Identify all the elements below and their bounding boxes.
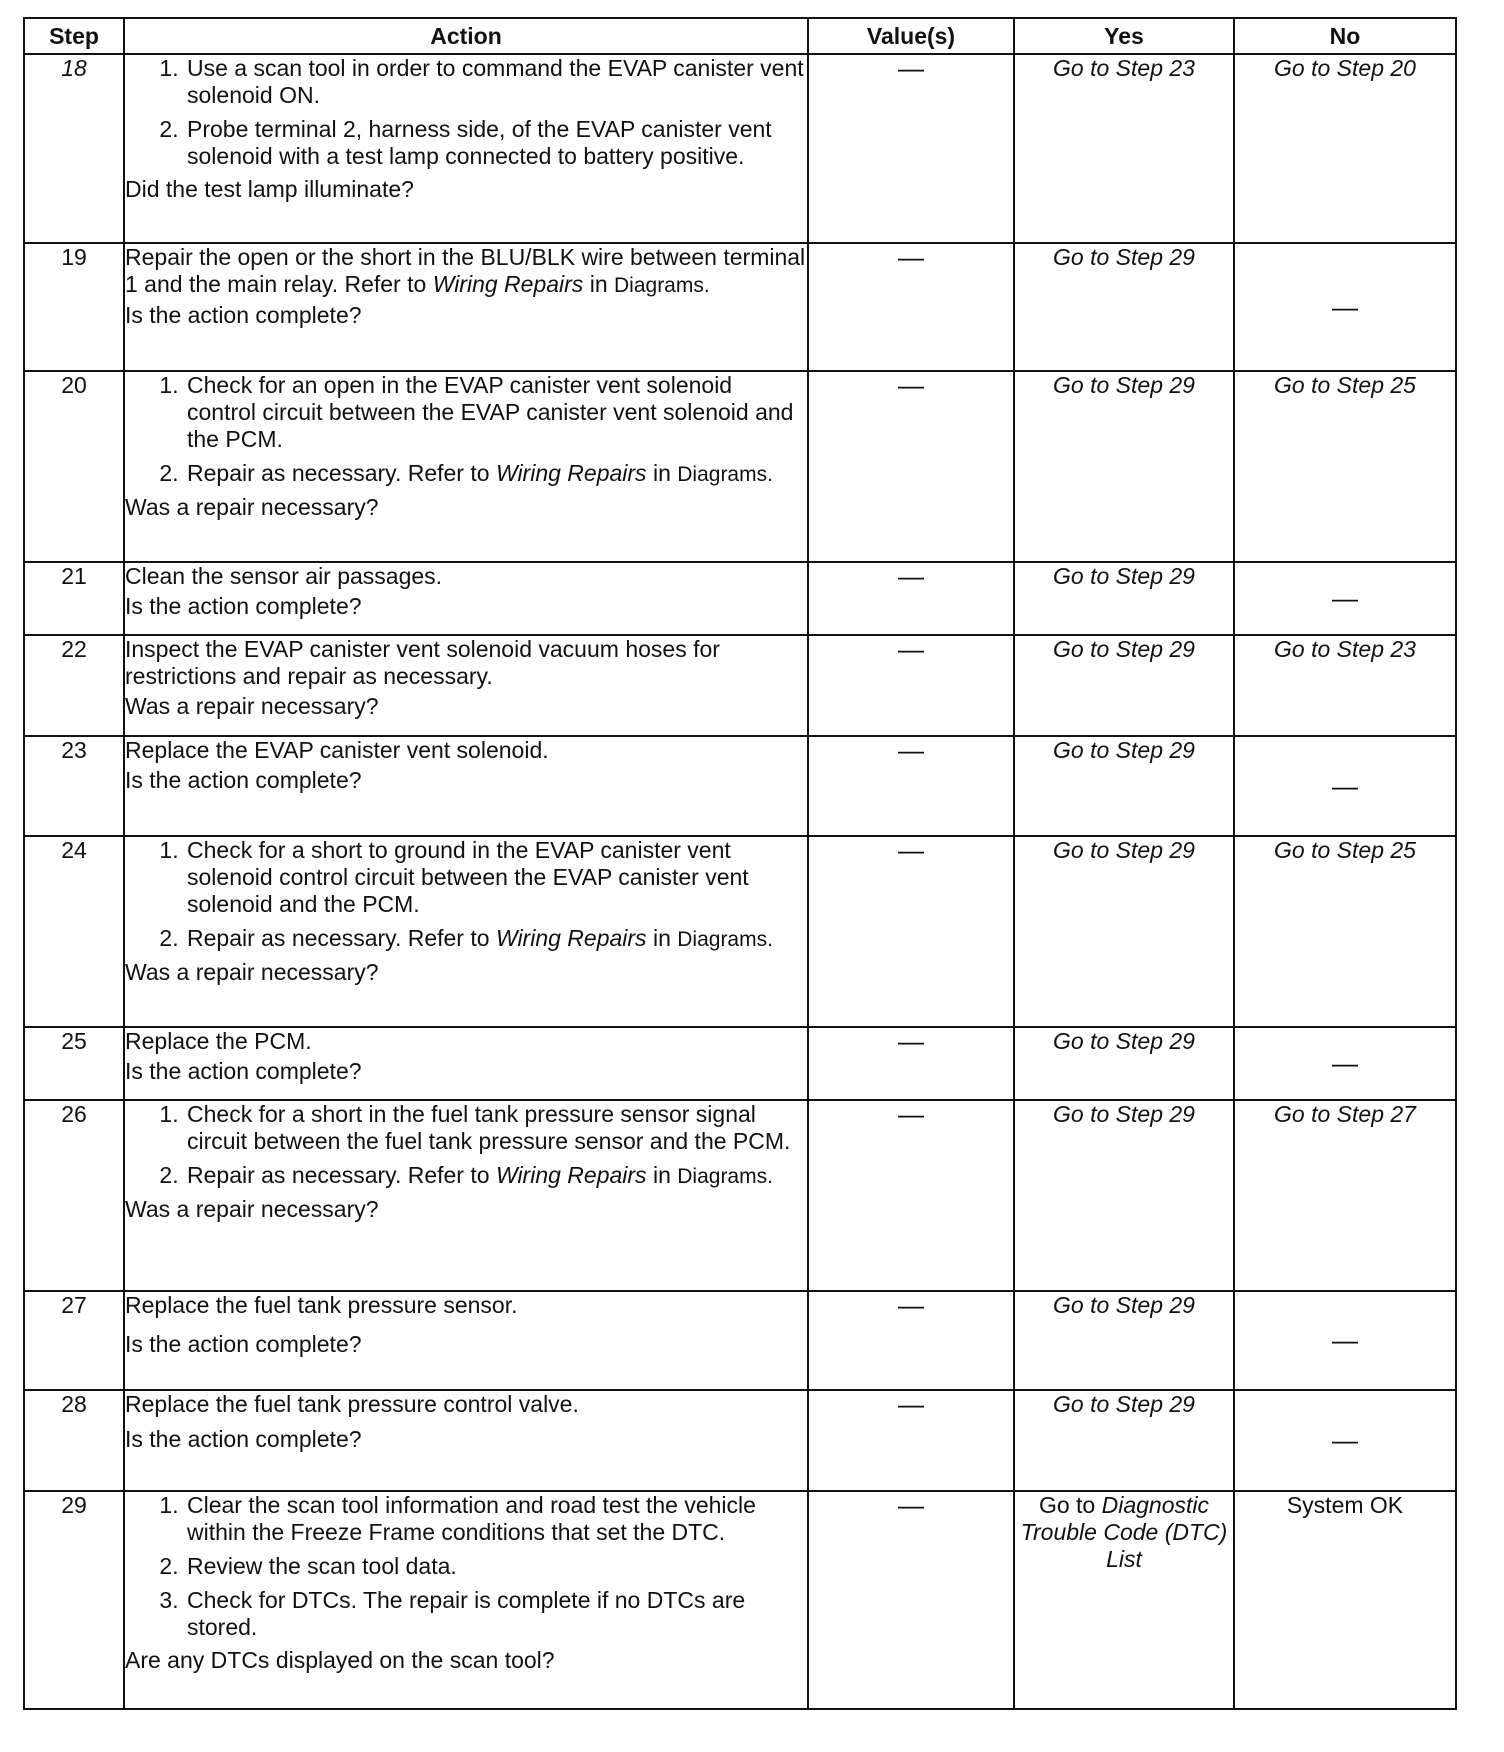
action-item: 1. Clear the scan tool information and road test the vehicle within the Freeze Frame conditions that set the DTC.	[185, 1492, 807, 1546]
action-text: in	[652, 1162, 671, 1188]
action-cell	[124, 1390, 808, 1491]
yes-result	[1014, 1491, 1234, 1709]
action-cell	[124, 562, 808, 635]
yes-result: Go to Step 29	[1014, 1390, 1234, 1491]
action-text: Diagrams.	[677, 928, 773, 951]
action-cell	[124, 371, 808, 562]
action-text: Diagrams.	[677, 1165, 773, 1188]
action-cell	[124, 1100, 808, 1291]
value-cell: —	[808, 1100, 1014, 1291]
table-row	[24, 1100, 1456, 1291]
yes-result: Go to Step 29	[1014, 562, 1234, 635]
step-number: 19	[24, 243, 124, 371]
action-text: in	[652, 460, 671, 486]
value-cell: —	[808, 562, 1014, 635]
diagnostic-table	[23, 17, 1457, 1710]
header-step: Step	[24, 18, 124, 54]
value-cell: —	[808, 1390, 1014, 1491]
action-cell	[124, 54, 808, 243]
table-row	[24, 1390, 1456, 1491]
yes-result: Go to Step 29	[1014, 1291, 1234, 1390]
reference-link: Wiring Repairs	[495, 460, 647, 486]
step-number: 20	[24, 371, 124, 562]
action-item	[185, 460, 807, 488]
no-result: Go to Step 23	[1234, 635, 1456, 736]
table-row	[24, 1027, 1456, 1100]
step-number: 22	[24, 635, 124, 736]
header-row	[24, 18, 1456, 54]
step-number: 18	[24, 54, 124, 243]
yes-result-prefix: Go to	[1038, 1492, 1096, 1518]
action-text: Repair the open or the short in the BLU/BLK wire between terminal 1 and the main relay. Refer to	[125, 244, 806, 297]
action-text: Repair as necessary. Refer to	[187, 460, 490, 486]
table-row	[24, 635, 1456, 736]
action-cell	[124, 1491, 808, 1709]
value-cell: —	[808, 371, 1014, 562]
table-row	[24, 836, 1456, 1027]
action-item: 1. Check for a short to ground in the EVAP canister vent solenoid control circuit between the EVAP canister vent solenoid and the PCM.	[185, 837, 807, 918]
yes-result: Go to Step 29	[1014, 635, 1234, 736]
table-row	[24, 371, 1456, 562]
reference-link: Wiring Repairs	[495, 925, 647, 951]
step-number: 29	[24, 1491, 124, 1709]
action-cell	[124, 836, 808, 1027]
value-cell: —	[808, 1291, 1014, 1390]
no-result: Go to Step 25	[1234, 371, 1456, 562]
step-number: 24	[24, 836, 124, 1027]
step-number: 27	[24, 1291, 124, 1390]
no-result: Go to Step 20	[1234, 54, 1456, 243]
table-row	[24, 562, 1456, 635]
reference-link: Diagnostic Trouble Code (DTC) List	[1020, 1492, 1228, 1572]
action-question: Is the action complete?	[125, 767, 362, 793]
action-question: Is the action complete?	[125, 302, 362, 328]
yes-result: Go to Step 29	[1014, 1027, 1234, 1100]
no-result: —	[1234, 1027, 1456, 1100]
action-question: Is the action complete?	[125, 1058, 362, 1084]
table-row	[24, 243, 1456, 371]
action-text: Repair as necessary. Refer to	[187, 1162, 490, 1188]
yes-result: Go to Step 29	[1014, 243, 1234, 371]
value-cell: —	[808, 54, 1014, 243]
no-result: System OK	[1234, 1491, 1456, 1709]
action-question: Was a repair necessary?	[125, 494, 379, 520]
step-number: 25	[24, 1027, 124, 1100]
header-yes: Yes	[1014, 18, 1234, 54]
action-item: 2. Probe terminal 2, harness side, of the EVAP canister vent solenoid with a test lamp connected to battery positive.	[185, 116, 807, 170]
value-cell: —	[808, 243, 1014, 371]
action-cell	[124, 736, 808, 836]
table-row	[24, 1491, 1456, 1709]
action-text: Repair as necessary. Refer to	[187, 925, 490, 951]
header-values: Value(s)	[808, 18, 1014, 54]
value-cell: —	[808, 635, 1014, 736]
no-result: —	[1234, 562, 1456, 635]
action-cell	[124, 1027, 808, 1100]
action-question: Did the test lamp illuminate?	[125, 176, 414, 202]
yes-result: Go to Step 29	[1014, 1100, 1234, 1291]
action-question: Was a repair necessary?	[125, 1196, 379, 1222]
no-result: —	[1234, 243, 1456, 371]
yes-result: Go to Step 29	[1014, 371, 1234, 562]
action-text: in	[652, 925, 671, 951]
value-cell: —	[808, 836, 1014, 1027]
action-text: Clean the sensor air passages.	[125, 563, 443, 589]
action-question: Is the action complete?	[125, 1426, 362, 1452]
reference-link: Wiring Repairs	[495, 1162, 647, 1188]
step-number: 28	[24, 1390, 124, 1491]
header-action: Action	[124, 18, 808, 54]
action-question: Was a repair necessary?	[125, 693, 379, 719]
action-cell	[124, 243, 808, 371]
step-number: 21	[24, 562, 124, 635]
no-result: —	[1234, 1291, 1456, 1390]
step-number: 26	[24, 1100, 124, 1291]
action-item: 2. Review the scan tool data.	[185, 1553, 807, 1580]
action-item: 1. Check for an open in the EVAP canister vent solenoid control circuit between the EVAP canister vent solenoid and the PCM.	[185, 372, 807, 453]
action-question: Is the action complete?	[125, 1331, 362, 1357]
action-item: 1. Check for a short in the fuel tank pressure sensor signal circuit between the fuel tank pressure sensor and the PCM.	[185, 1101, 807, 1155]
action-question: Was a repair necessary?	[125, 959, 379, 985]
action-text: in	[589, 271, 608, 297]
action-item	[185, 1162, 807, 1190]
action-text: Diagrams.	[677, 463, 773, 486]
table-row	[24, 1291, 1456, 1390]
action-cell	[124, 1291, 808, 1390]
no-result: Go to Step 27	[1234, 1100, 1456, 1291]
no-result: Go to Step 25	[1234, 836, 1456, 1027]
action-item	[185, 925, 807, 953]
action-question: Is the action complete?	[125, 593, 362, 619]
action-cell	[124, 635, 808, 736]
action-text: Replace the fuel tank pressure sensor.	[125, 1292, 518, 1318]
action-text: Replace the EVAP canister vent solenoid.	[125, 737, 549, 763]
action-text: Diagrams.	[614, 274, 710, 297]
action-item: 1. Use a scan tool in order to command the EVAP canister vent solenoid ON.	[185, 55, 807, 109]
no-result: —	[1234, 1390, 1456, 1491]
yes-result: Go to Step 29	[1014, 836, 1234, 1027]
action-text: Replace the fuel tank pressure control valve.	[125, 1391, 579, 1417]
value-cell: —	[808, 1027, 1014, 1100]
action-text: Inspect the EVAP canister vent solenoid vacuum hoses for restrictions and repair as necessary.	[125, 636, 720, 689]
action-text: Replace the PCM.	[125, 1028, 312, 1054]
value-cell: —	[808, 1491, 1014, 1709]
no-result: —	[1234, 736, 1456, 836]
action-item: 3. Check for DTCs. The repair is complete if no DTCs are stored.	[185, 1587, 807, 1641]
step-number: 23	[24, 736, 124, 836]
action-question: Are any DTCs displayed on the scan tool?	[125, 1647, 555, 1673]
yes-result: Go to Step 29	[1014, 736, 1234, 836]
reference-link: Wiring Repairs	[432, 271, 584, 297]
header-no: No	[1234, 18, 1456, 54]
table-row	[24, 736, 1456, 836]
value-cell: —	[808, 736, 1014, 836]
table-row	[24, 54, 1456, 243]
yes-result: Go to Step 23	[1014, 54, 1234, 243]
